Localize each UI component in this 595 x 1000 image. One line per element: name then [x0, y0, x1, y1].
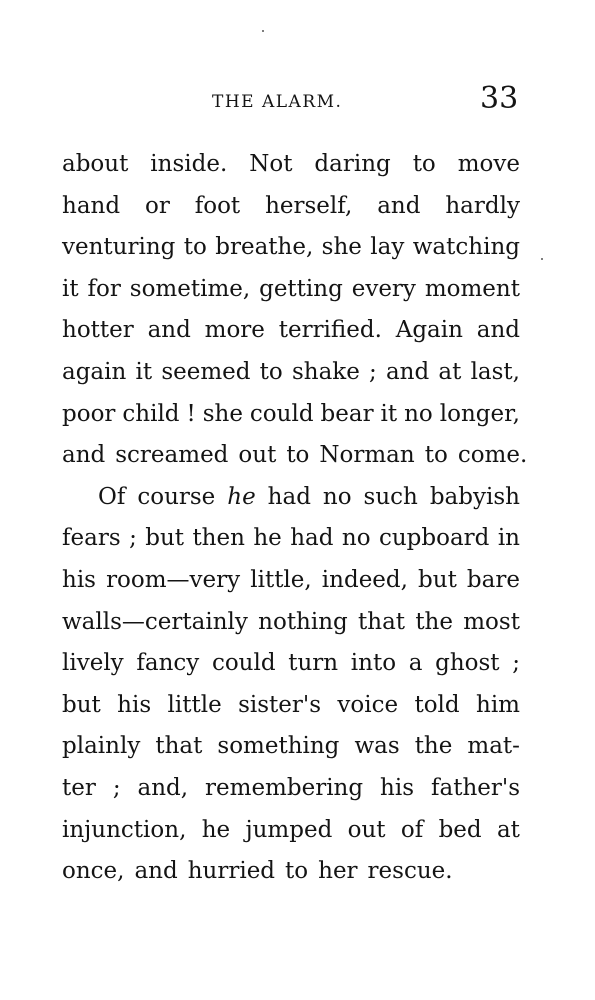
word: voice — [337, 691, 399, 718]
word: turn — [288, 650, 339, 677]
word: fears — [62, 525, 121, 552]
word: Not — [249, 151, 293, 177]
text-line — [62, 269, 520, 311]
word: to — [286, 442, 310, 469]
word: and — [385, 358, 430, 385]
word: to — [424, 442, 448, 469]
word: ; — [512, 650, 520, 677]
word: in — [497, 525, 520, 552]
word: she — [202, 400, 243, 427]
word: walls—certainly — [62, 608, 248, 635]
word: Again — [395, 317, 463, 344]
word: lively — [62, 650, 124, 677]
text-line — [62, 435, 528, 477]
word: daring — [314, 151, 391, 177]
word: ghost — [435, 650, 500, 677]
word: to — [183, 234, 207, 261]
word: he — [253, 525, 282, 552]
word: father's — [430, 774, 520, 801]
word: at — [496, 816, 520, 843]
word: that — [155, 733, 203, 760]
word: moment — [424, 275, 520, 302]
page-number: 33 — [480, 81, 519, 116]
word: out — [347, 816, 386, 843]
word: could — [249, 400, 314, 427]
text-line — [62, 477, 520, 519]
word: lay — [370, 234, 405, 261]
word: the — [415, 608, 453, 635]
word: babyish — [429, 483, 520, 510]
word: course — [137, 483, 216, 510]
running-header: THE ALARM. — [212, 92, 343, 112]
word: bare — [466, 566, 520, 593]
word: her — [318, 858, 358, 885]
word: longer, — [439, 400, 520, 427]
word: hardly — [445, 192, 520, 219]
word: poor — [62, 400, 116, 427]
text-line — [62, 518, 520, 560]
word: sister's — [238, 691, 321, 718]
word: him — [476, 691, 520, 718]
word: most — [463, 608, 520, 635]
word: ter — [62, 774, 96, 801]
word: watching — [412, 234, 520, 261]
word: more — [204, 317, 265, 344]
word: he — [201, 816, 231, 843]
word: but — [62, 691, 101, 718]
word: shake — [291, 358, 360, 385]
word: she — [321, 234, 362, 261]
word: or — [144, 192, 170, 219]
word: the — [414, 733, 453, 760]
word: move — [457, 151, 520, 177]
word: rescue. — [367, 858, 453, 885]
word: bear — [320, 400, 374, 427]
text-line — [62, 851, 520, 893]
word: his — [380, 774, 415, 801]
word: sometime, — [129, 275, 251, 302]
word: indeed, — [321, 566, 408, 593]
word: seemed — [161, 358, 251, 385]
word: injunction, — [62, 816, 187, 843]
text-line — [62, 726, 520, 768]
word: no — [341, 525, 371, 552]
word: ; — [369, 358, 377, 385]
word: told — [414, 691, 460, 718]
word: and — [147, 317, 191, 344]
word: hand — [62, 192, 121, 219]
word: getting — [259, 275, 343, 302]
word: and — [377, 192, 421, 219]
word: for — [87, 275, 121, 302]
word: into — [350, 650, 397, 677]
text-line — [62, 643, 520, 685]
word: no — [322, 483, 352, 510]
word: foot — [194, 192, 241, 219]
word: and — [476, 317, 520, 344]
word: child — [122, 400, 180, 427]
text-line — [62, 186, 520, 228]
word: ! — [186, 400, 196, 427]
word: fancy — [136, 650, 200, 677]
word: it — [62, 275, 79, 302]
word: inside. — [150, 151, 228, 177]
word: at — [438, 358, 462, 385]
word: breathe, — [215, 234, 314, 261]
text-line — [62, 602, 520, 644]
word: to — [259, 358, 283, 385]
word: hotter — [62, 317, 134, 344]
word: out — [238, 442, 277, 469]
word: but — [418, 566, 457, 593]
word: come. — [457, 442, 528, 469]
body-text — [62, 144, 528, 893]
word: bed — [438, 816, 482, 843]
word: Of — [98, 483, 126, 510]
word: he — [227, 483, 256, 510]
text-line — [62, 394, 520, 436]
word: once, — [62, 858, 125, 885]
word: venturing — [62, 234, 176, 261]
text-line — [62, 144, 520, 186]
word: and — [62, 442, 106, 469]
word: little — [167, 691, 222, 718]
word: had — [290, 525, 334, 552]
word: of — [400, 816, 424, 843]
word: jumped — [245, 816, 333, 843]
word: and, — [137, 774, 189, 801]
word: could — [211, 650, 276, 677]
text-line — [62, 685, 520, 727]
text-line — [62, 768, 520, 810]
word: screamed — [115, 442, 229, 469]
word: plainly — [62, 733, 141, 760]
word: last, — [470, 358, 520, 385]
word: to — [285, 858, 309, 885]
word: ; — [112, 774, 121, 801]
word: hurried — [187, 858, 276, 885]
word: then — [192, 525, 245, 552]
text-line — [62, 310, 520, 352]
text-line — [62, 227, 520, 269]
word: that — [358, 608, 406, 635]
text-line — [62, 810, 520, 852]
word: it — [380, 400, 398, 427]
word: his — [62, 566, 96, 593]
word: remembering — [205, 774, 364, 801]
word: again — [62, 358, 127, 385]
word: Norman — [319, 442, 415, 469]
word: was — [354, 733, 400, 760]
word: to — [412, 151, 436, 177]
print-speck — [262, 30, 264, 32]
word: nothing — [258, 608, 348, 635]
word: herself, — [265, 192, 353, 219]
word: little, — [250, 566, 312, 593]
word: no — [404, 400, 433, 427]
word: it — [135, 358, 153, 385]
text-line — [62, 560, 520, 602]
word: but — [145, 525, 185, 552]
word: a — [408, 650, 423, 677]
word: terrified. — [278, 317, 382, 344]
print-speck — [541, 258, 543, 260]
word: had — [267, 483, 311, 510]
text-line — [62, 352, 520, 394]
word: mat- — [467, 733, 520, 760]
word: every — [351, 275, 416, 302]
word: his — [117, 691, 152, 718]
word: cupboard — [378, 525, 490, 552]
word: room—very — [106, 566, 241, 593]
word: about — [62, 151, 129, 177]
word: such — [363, 483, 418, 510]
word: ; — [129, 525, 137, 552]
word: something — [217, 733, 340, 760]
word: and — [134, 858, 178, 885]
